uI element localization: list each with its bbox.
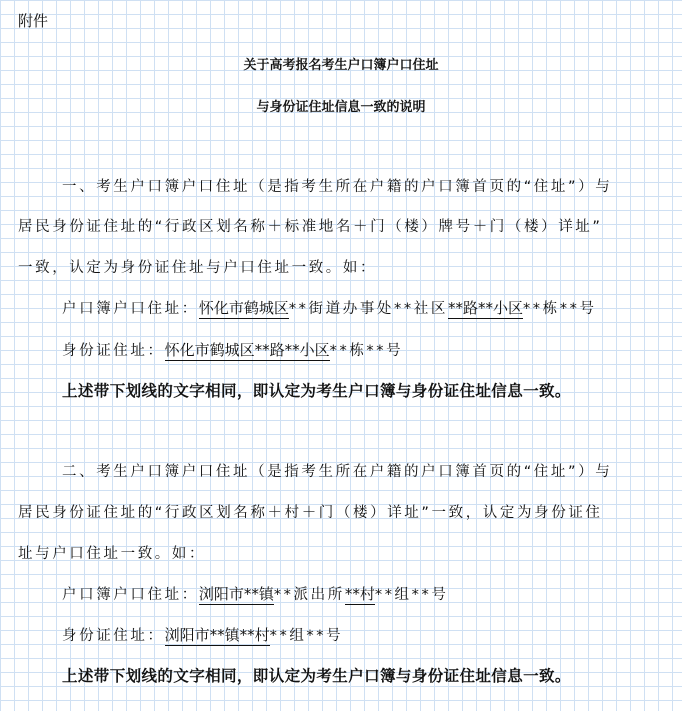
- section1-line1: 一、考生户口簿户口住址（是指考生所在户籍的户口簿首页的“住址”）与: [62, 179, 613, 195]
- section2-line2: 居民身份证住址的“行政区划名称＋村＋门（楼）详址”一致，认定为身份证住: [18, 505, 603, 521]
- section1-hukou-underlined-2: **路**小区: [447, 299, 523, 317]
- section1-hukou-tail: **栋**号: [522, 301, 597, 317]
- section2-line3: 址与户口住址一致。如：: [18, 546, 207, 562]
- section2-hukou-tail: **组**号: [374, 587, 449, 603]
- section1-line3: 一致，认定为身份证住址与户口住址一致。如：: [18, 260, 378, 276]
- section2-id-example: [62, 624, 343, 645]
- section1-id-underlined: 怀化市鹤城区**路**小区: [164, 341, 330, 359]
- section1-id-example: [62, 339, 403, 360]
- attachment-label: 附件: [18, 12, 49, 30]
- section2-hukou-middle: **派出所: [273, 587, 345, 603]
- section2-hukou-underlined-1: 浏阳市**镇: [198, 585, 274, 603]
- document-title-line2: 与身份证住址信息一致的说明: [256, 100, 426, 115]
- section2-line1: 二、考生户口簿户口住址（是指考生所在户籍的户口簿首页的“住址”）与: [62, 464, 613, 480]
- section2-id-underlined: 浏阳市**镇**村: [164, 626, 270, 644]
- section1-hukou-middle: **街道办事处**社区: [288, 301, 448, 317]
- section1-id-label: 身份证住址：: [62, 343, 165, 359]
- section1-hukou-example: [62, 297, 597, 318]
- section1-id-tail: **栋**号: [329, 343, 404, 359]
- section2-hukou-example: [62, 583, 448, 604]
- section1-conclusion: 上述带下划线的文字相同，即认定为考生户口簿与身份证住址信息一致。: [62, 382, 571, 400]
- section2-conclusion: 上述带下划线的文字相同，即认定为考生户口簿与身份证住址信息一致。: [62, 667, 571, 685]
- section1-hukou-label: 户口簿户口住址：: [62, 301, 199, 317]
- section1-line2: 居民身份证住址的“行政区划名称＋标准地名＋门（楼）牌号＋门（楼）详址”: [18, 219, 603, 235]
- section1-hukou-underlined-1: 怀化市鹤城区: [198, 299, 289, 317]
- section2-id-label: 身份证住址：: [62, 628, 165, 644]
- section2-hukou-underlined-2: **村: [344, 585, 375, 603]
- section2-id-tail: **组**号: [269, 628, 344, 644]
- document-title-line1: 关于高考报名考生户口簿户口住址: [243, 58, 439, 73]
- section2-hukou-label: 户口簿户口住址：: [62, 587, 199, 603]
